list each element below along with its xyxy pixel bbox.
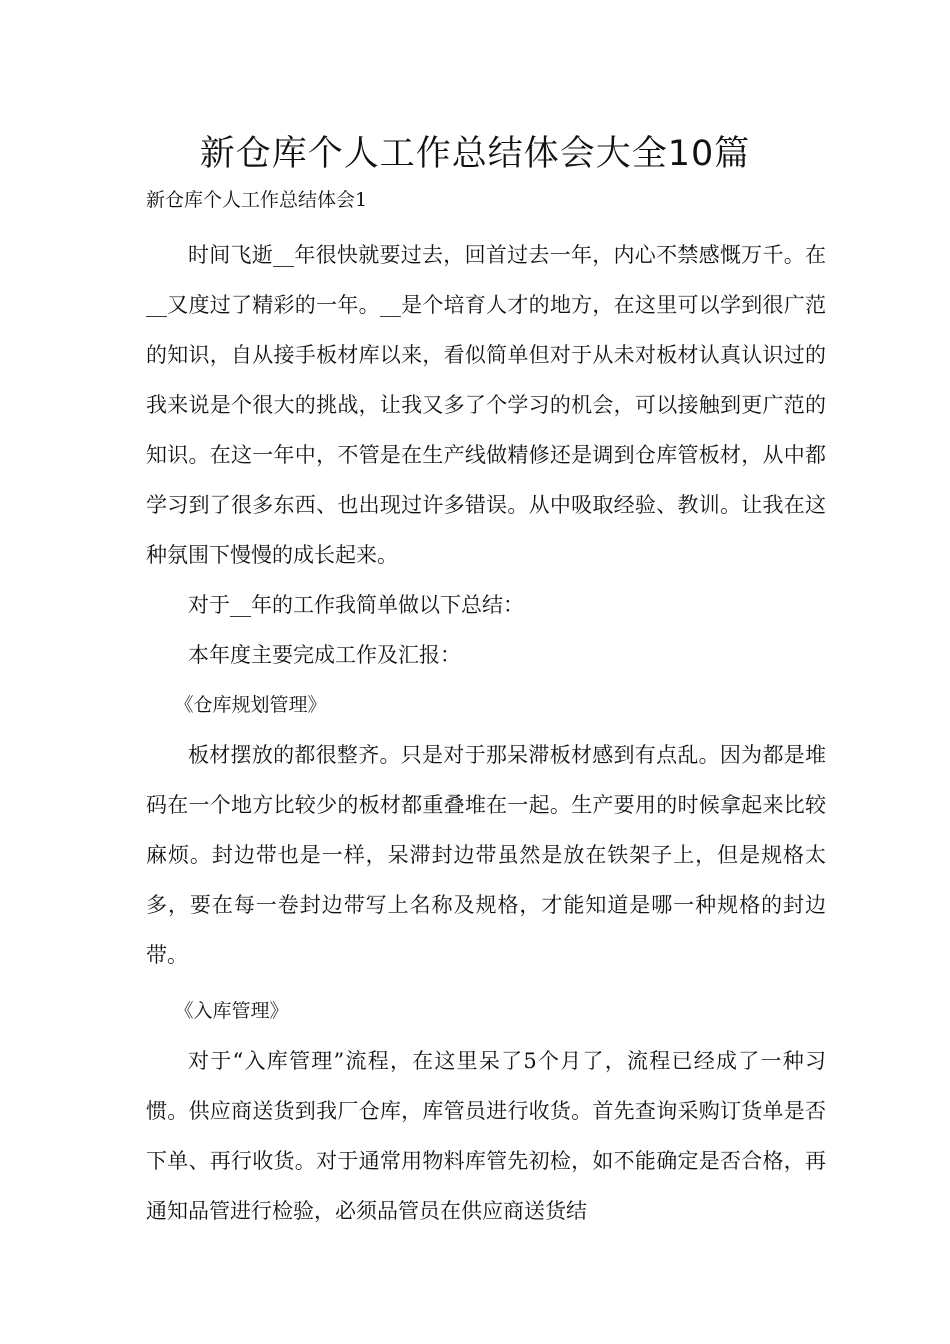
paragraph-summary-lead: 对于__年的工作我简单做以下总结：: [188, 593, 524, 617]
paragraph-warehouse-planning: 板材摆放的都很整齐。只是对于那呆滞板材感到有点乱。因为都是堆码在一个地方比较少的板材都重叠堆在一起。生产要用的时候拿起来比较麻烦。封边带也是一样，呆滞封边带虽然是放在铁架子上，但是规格太多，要在每一卷封边带写上名称及规格，才能知道是哪一种规格的封边带。: [146, 743, 826, 967]
paragraph-report-lead: 本年度主要完成工作及汇报：: [188, 643, 461, 667]
section-subtitle: 新仓库个人工作总结体会1: [146, 189, 368, 211]
paragraph-inbound: 对于“入库管理”流程，在这里呆了5个月了，流程已经成了一种习惯。供应商送货到我厂仓库，库管员进行收货。首先查询采购订货单是否下单、再行收货。对于通常用物料库管先初检，如不能确定是否合格，再通知品管进行检验，必须品管员在供应商送货结: [146, 1049, 826, 1223]
document-body: [146, 230, 826, 1236]
document-title: 新仓库个人工作总结体会大全10篇: [199, 134, 751, 174]
paragraph-intro: 时间飞逝__年很快就要过去，回首过去一年，内心不禁感慨万千。在__又度过了精彩的一年。__是个培育人才的地方，在这里可以学到很广范的知识，自从接手板材库以来，看似简单但对于从未对板材认真认识过的我来说是个很大的挑战，让我又多了个学习的机会，可以接触到更广范的知识。在这一年中，不管是在生产线做精修还是调到仓库管板材，从中都学习到了很多东西、也出现过许多错误。从中吸取经验、教训。让我在这种氛围下慢慢的成长起来。: [146, 243, 826, 567]
section-heading-warehouse-planning: 《仓库规划管理》: [174, 694, 327, 716]
section-heading-inbound: 《入库管理》: [174, 1000, 289, 1022]
